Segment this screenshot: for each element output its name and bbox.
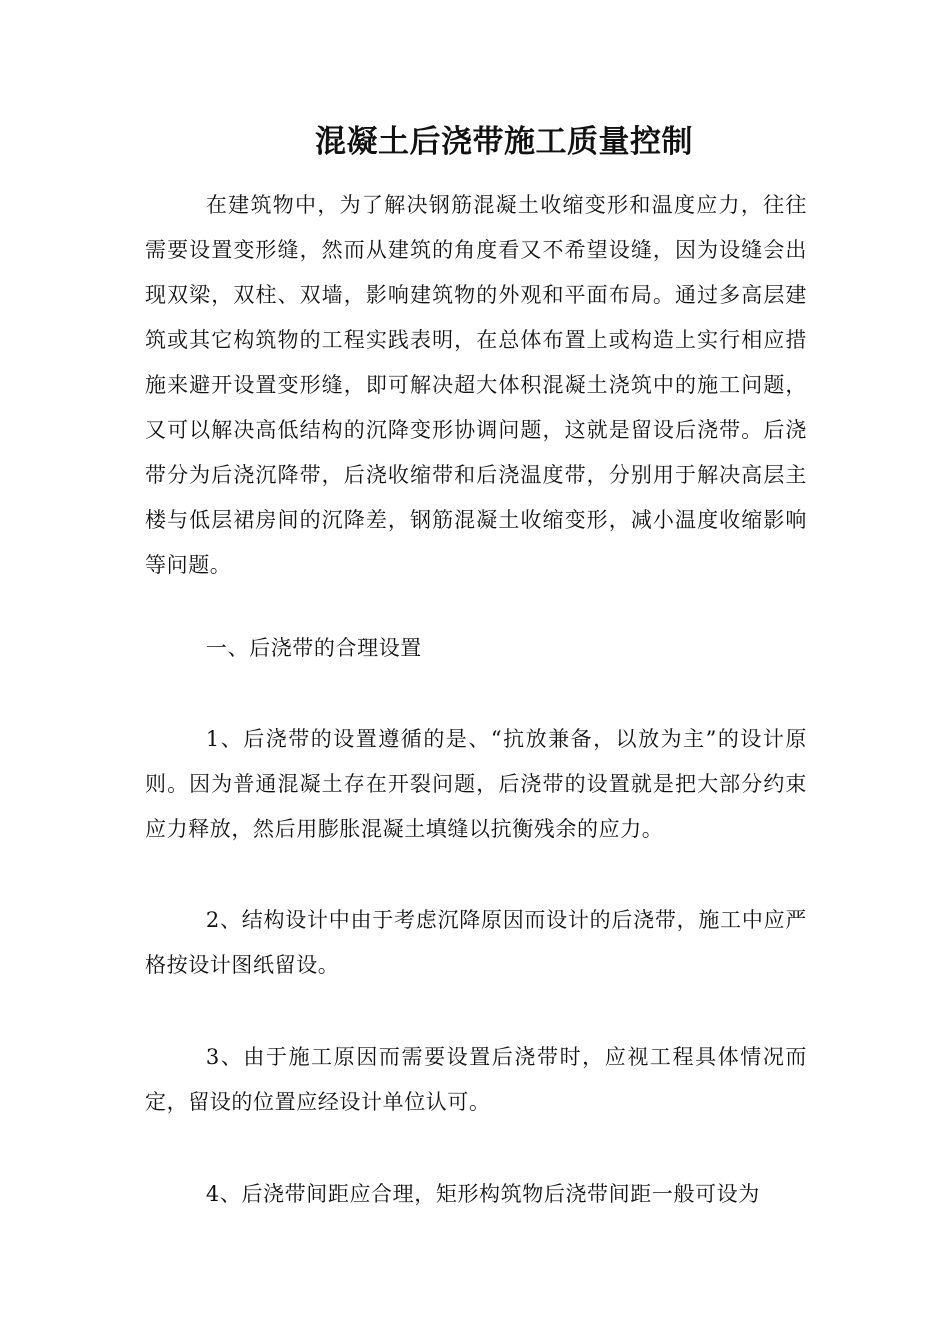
section-heading: 一、后浇带的合理设置	[205, 636, 422, 660]
list-item: 4、后浇带间距应合理，矩形构筑物后浇带间距一般可设为	[205, 1182, 760, 1206]
list-item: 3、由于施工原因而需要设置后浇带时，应视工程具体情况而定，留设的位置应经设计单位认可。	[145, 1045, 807, 1114]
list-item: 1、后浇带的设置遵循的是、“抗放兼备，以放为主”的设计原则。因为普通混凝土存在开裂问题，后浇带的设置就是把大部分约束应力释放，然后用膨胀混凝土填缝以抗衡残余的应力。	[145, 727, 807, 841]
document-title: 混凝土后浇带施工质量控制	[315, 124, 693, 160]
list-item: 2、结构设计中由于考虑沉降原因而设计的后浇带，施工中应严格按设计图纸留设。	[145, 908, 807, 977]
intro-paragraph: 在建筑物中，为了解决钢筋混凝土收缩变形和温度应力，往往需要设置变形缝，然而从建筑的角度看又不希望设缝，因为设缝会出现双梁，双柱、双墙，影响建筑物的外观和平面布局。通过多高层建筑或其它构筑物的工程实践表明，在总体布置上或构造上实行相应措施来避开设置变形缝，即可解决超大体积混凝土浇筑中的施工问题，又可以解决高低结构的沉降变形协调问题，这就是留设后浇带。后浇带分为后浇沉降带，后浇收缩带和后浇温度带，分别用于解决高层主楼与低层裙房间的沉降差，钢筋混凝土收缩变形，减小温度收缩影响等问题。	[145, 193, 807, 577]
